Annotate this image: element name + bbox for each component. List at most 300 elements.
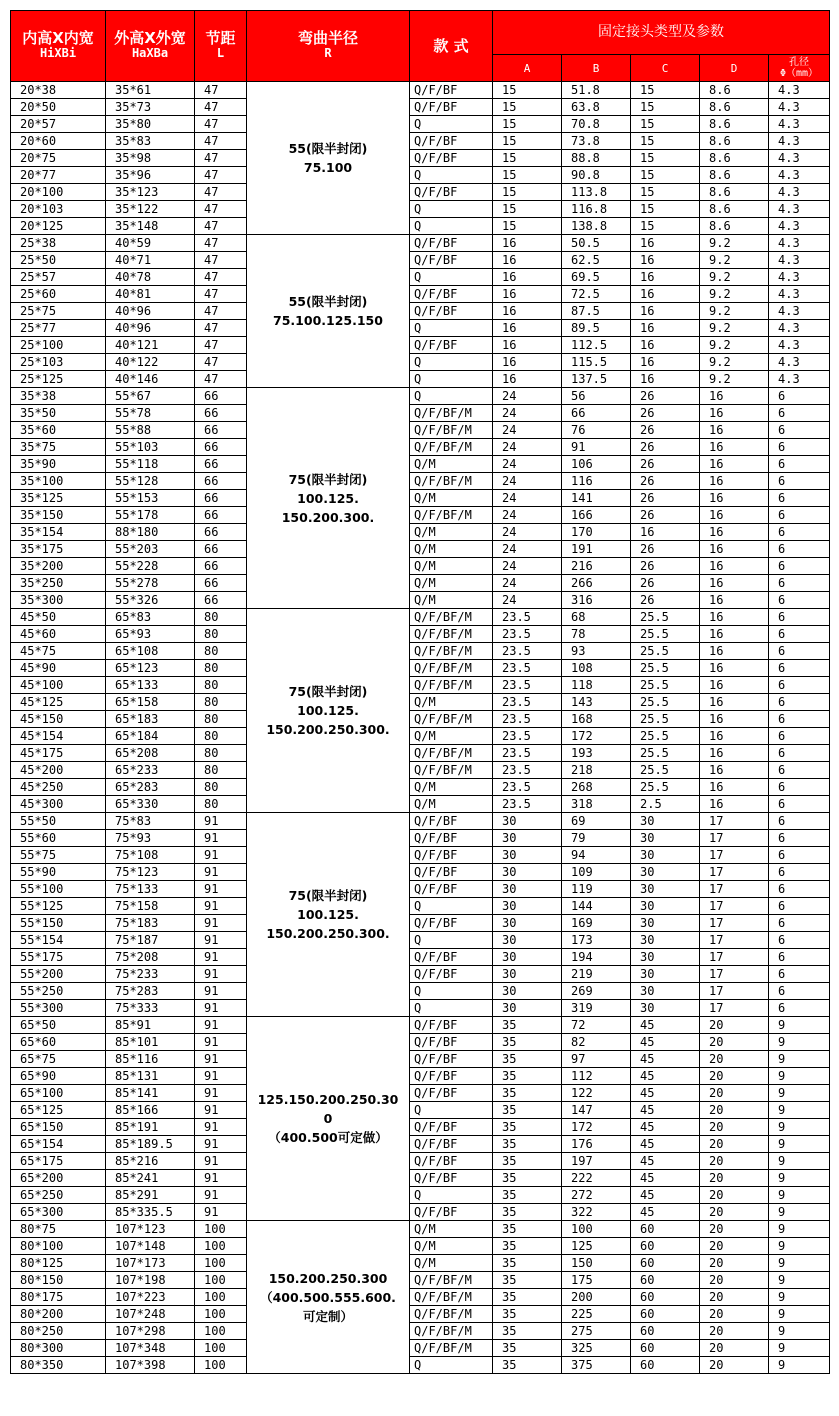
cell-c: 26 <box>631 405 700 422</box>
cell-a: 15 <box>493 150 562 167</box>
cell-hole: 4.3 <box>769 320 830 337</box>
cell-hole: 4.3 <box>769 337 830 354</box>
cell-c: 26 <box>631 592 700 609</box>
cell-pitch: 47 <box>195 354 247 371</box>
cell-inner: 55*150 <box>11 915 106 932</box>
cell-d: 17 <box>700 915 769 932</box>
cell-style: Q/F/BF/M <box>410 1272 493 1289</box>
cell-pitch: 66 <box>195 456 247 473</box>
table-row <box>11 983 830 1000</box>
header-inner-label: 内高X内宽 <box>22 29 94 47</box>
cell-a: 16 <box>493 269 562 286</box>
cell-a: 24 <box>493 558 562 575</box>
cell-d: 16 <box>700 422 769 439</box>
cell-style: Q/M <box>410 524 493 541</box>
cell-style: Q/M <box>410 779 493 796</box>
cell-outer: 55*278 <box>106 575 195 592</box>
cell-pitch: 66 <box>195 490 247 507</box>
cell-a: 23.5 <box>493 609 562 626</box>
cell-hole: 6 <box>769 439 830 456</box>
cell-hole: 6 <box>769 762 830 779</box>
cell-hole: 6 <box>769 541 830 558</box>
cell-b: 141 <box>562 490 631 507</box>
cell-d: 17 <box>700 813 769 830</box>
cell-b: 72 <box>562 1017 631 1034</box>
header-bend-radius <box>247 11 410 82</box>
cell-inner: 80*350 <box>11 1357 106 1374</box>
cell-c: 30 <box>631 949 700 966</box>
cell-hole: 9 <box>769 1340 830 1357</box>
cell-inner: 65*125 <box>11 1102 106 1119</box>
table-row <box>11 592 830 609</box>
cell-b: 168 <box>562 711 631 728</box>
cell-outer: 55*88 <box>106 422 195 439</box>
table-row <box>11 779 830 796</box>
cell-d: 8.6 <box>700 167 769 184</box>
cell-pitch: 47 <box>195 133 247 150</box>
cell-a: 35 <box>493 1034 562 1051</box>
cell-style: Q/F/BF <box>410 949 493 966</box>
header-style-label: 款 式 <box>433 36 469 55</box>
cell-hole: 6 <box>769 677 830 694</box>
cell-outer: 75*333 <box>106 1000 195 1017</box>
table-row <box>11 1136 830 1153</box>
bend-radius-line: 75(限半封闭) <box>288 471 368 487</box>
cell-b: 166 <box>562 507 631 524</box>
table-row <box>11 881 830 898</box>
cell-inner: 55*125 <box>11 898 106 915</box>
cell-c: 30 <box>631 1000 700 1017</box>
cell-c: 26 <box>631 490 700 507</box>
table-row <box>11 252 830 269</box>
cell-hole: 6 <box>769 473 830 490</box>
cell-b: 322 <box>562 1204 631 1221</box>
cell-style: Q/F/BF/M <box>410 507 493 524</box>
cell-hole: 6 <box>769 898 830 915</box>
cell-pitch: 47 <box>195 201 247 218</box>
cell-pitch: 91 <box>195 1170 247 1187</box>
cell-d: 20 <box>700 1170 769 1187</box>
cell-outer: 85*141 <box>106 1085 195 1102</box>
cell-b: 100 <box>562 1221 631 1238</box>
cell-c: 45 <box>631 1068 700 1085</box>
cell-c: 45 <box>631 1017 700 1034</box>
cell-pitch: 66 <box>195 422 247 439</box>
cell-pitch: 91 <box>195 1017 247 1034</box>
cell-hole: 4.3 <box>769 354 830 371</box>
cell-d: 8.6 <box>700 218 769 235</box>
cell-a: 15 <box>493 82 562 99</box>
cell-a: 16 <box>493 371 562 388</box>
cell-hole: 9 <box>769 1306 830 1323</box>
table-row <box>11 949 830 966</box>
cell-d: 8.6 <box>700 184 769 201</box>
cell-style: Q <box>410 388 493 405</box>
cell-a: 15 <box>493 99 562 116</box>
cell-c: 16 <box>631 371 700 388</box>
cell-outer: 40*96 <box>106 303 195 320</box>
cell-c: 2.5 <box>631 796 700 813</box>
table-row <box>11 184 830 201</box>
cell-pitch: 80 <box>195 660 247 677</box>
cell-a: 35 <box>493 1068 562 1085</box>
header-outer-size <box>106 11 195 82</box>
cell-c: 26 <box>631 507 700 524</box>
cell-b: 56 <box>562 388 631 405</box>
cell-outer: 35*73 <box>106 99 195 116</box>
cell-b: 68 <box>562 609 631 626</box>
cell-inner: 55*154 <box>11 932 106 949</box>
cell-hole: 6 <box>769 949 830 966</box>
cell-outer: 35*123 <box>106 184 195 201</box>
cell-inner: 20*60 <box>11 133 106 150</box>
cell-pitch: 100 <box>195 1340 247 1357</box>
cell-b: 90.8 <box>562 167 631 184</box>
cell-pitch: 91 <box>195 830 247 847</box>
cell-b: 112.5 <box>562 337 631 354</box>
cell-c: 25.5 <box>631 779 700 796</box>
cell-c: 15 <box>631 167 700 184</box>
cell-a: 35 <box>493 1238 562 1255</box>
cell-pitch: 66 <box>195 507 247 524</box>
bend-radius-line: 150.200.250.300. <box>266 722 390 737</box>
cell-d: 20 <box>700 1102 769 1119</box>
cell-style: Q/F/BF/M <box>410 439 493 456</box>
cell-a: 30 <box>493 1000 562 1017</box>
table-row <box>11 813 830 830</box>
bend-radius-line: 100.125. <box>297 907 359 922</box>
cell-c: 60 <box>631 1306 700 1323</box>
cell-c: 25.5 <box>631 728 700 745</box>
cell-style: Q/M <box>410 728 493 745</box>
cell-outer: 85*131 <box>106 1068 195 1085</box>
cell-outer: 35*98 <box>106 150 195 167</box>
cell-a: 30 <box>493 864 562 881</box>
cell-b: 225 <box>562 1306 631 1323</box>
cell-pitch: 80 <box>195 626 247 643</box>
cell-inner: 20*75 <box>11 150 106 167</box>
cell-outer: 35*96 <box>106 167 195 184</box>
cell-pitch: 91 <box>195 1119 247 1136</box>
cell-d: 16 <box>700 745 769 762</box>
table-row <box>11 1340 830 1357</box>
cell-d: 17 <box>700 983 769 1000</box>
table-row <box>11 524 830 541</box>
cell-inner: 45*75 <box>11 643 106 660</box>
cell-b: 172 <box>562 1119 631 1136</box>
cell-style: Q/F/BF <box>410 133 493 150</box>
cell-hole: 9 <box>769 1187 830 1204</box>
cell-outer: 40*78 <box>106 269 195 286</box>
spec-table-wrapper <box>10 10 829 1374</box>
cell-inner: 65*90 <box>11 1068 106 1085</box>
table-row <box>11 150 830 167</box>
cell-c: 30 <box>631 932 700 949</box>
cell-b: 63.8 <box>562 99 631 116</box>
cell-b: 218 <box>562 762 631 779</box>
cell-style: Q <box>410 1102 493 1119</box>
cell-a: 30 <box>493 881 562 898</box>
cell-inner: 35*300 <box>11 592 106 609</box>
bend-radius-line: 可定制） <box>302 1308 353 1324</box>
cell-c: 16 <box>631 269 700 286</box>
cell-inner: 55*200 <box>11 966 106 983</box>
table-row <box>11 762 830 779</box>
cell-outer: 75*183 <box>106 915 195 932</box>
cell-style: Q/F/BF <box>410 1068 493 1085</box>
cell-b: 176 <box>562 1136 631 1153</box>
cell-style: Q/M <box>410 694 493 711</box>
cell-d: 16 <box>700 592 769 609</box>
cell-d: 16 <box>700 643 769 660</box>
cell-inner: 55*50 <box>11 813 106 830</box>
header-hole-unit: Φ（mm） <box>779 68 819 79</box>
cell-b: 169 <box>562 915 631 932</box>
cell-inner: 35*38 <box>11 388 106 405</box>
cell-c: 60 <box>631 1323 700 1340</box>
cell-hole: 9 <box>769 1102 830 1119</box>
cell-hole: 4.3 <box>769 269 830 286</box>
cell-b: 62.5 <box>562 252 631 269</box>
cell-a: 24 <box>493 388 562 405</box>
cell-style: Q/F/BF <box>410 1170 493 1187</box>
cell-style: Q/F/BF/M <box>410 643 493 660</box>
cell-outer: 65*133 <box>106 677 195 694</box>
cell-d: 20 <box>700 1289 769 1306</box>
cell-c: 60 <box>631 1289 700 1306</box>
cell-style: Q/F/BF <box>410 99 493 116</box>
cell-d: 16 <box>700 405 769 422</box>
cell-inner: 35*154 <box>11 524 106 541</box>
cell-c: 26 <box>631 439 700 456</box>
cell-b: 325 <box>562 1340 631 1357</box>
cell-a: 35 <box>493 1153 562 1170</box>
cell-hole: 9 <box>769 1255 830 1272</box>
cell-inner: 20*50 <box>11 99 106 116</box>
cell-c: 15 <box>631 201 700 218</box>
bend-radius-line: 0 <box>323 1111 333 1126</box>
cell-style: Q/F/BF/M <box>410 745 493 762</box>
table-header <box>11 11 830 82</box>
cell-c: 30 <box>631 864 700 881</box>
cell-d: 9.2 <box>700 252 769 269</box>
cell-c: 25.5 <box>631 609 700 626</box>
bend-radius-cell <box>247 813 410 1017</box>
cell-b: 115.5 <box>562 354 631 371</box>
cell-inner: 35*100 <box>11 473 106 490</box>
cell-c: 60 <box>631 1238 700 1255</box>
header-hole-label: 孔径 <box>789 57 810 68</box>
cell-d: 20 <box>700 1034 769 1051</box>
cell-d: 16 <box>700 558 769 575</box>
cell-outer: 107*123 <box>106 1221 195 1238</box>
cell-inner: 45*200 <box>11 762 106 779</box>
header-col-a: A <box>493 55 562 82</box>
cell-a: 35 <box>493 1119 562 1136</box>
cell-outer: 55*78 <box>106 405 195 422</box>
bend-radius-line: 100.125. <box>297 703 359 718</box>
table-row <box>11 473 830 490</box>
bend-radius-line: 55(限半封闭) <box>288 294 368 309</box>
cell-b: 50.5 <box>562 235 631 252</box>
cell-style: Q/F/BF/M <box>410 1289 493 1306</box>
cell-d: 16 <box>700 677 769 694</box>
cell-inner: 45*250 <box>11 779 106 796</box>
cell-pitch: 100 <box>195 1272 247 1289</box>
cell-pitch: 91 <box>195 1051 247 1068</box>
cell-d: 20 <box>700 1357 769 1374</box>
cell-c: 60 <box>631 1357 700 1374</box>
cell-c: 15 <box>631 116 700 133</box>
cell-hole: 4.3 <box>769 235 830 252</box>
cell-inner: 35*200 <box>11 558 106 575</box>
cell-a: 30 <box>493 847 562 864</box>
cell-inner: 35*125 <box>11 490 106 507</box>
header-outer-sub: HaXBa <box>131 46 169 60</box>
cell-pitch: 80 <box>195 609 247 626</box>
cell-b: 175 <box>562 1272 631 1289</box>
cell-c: 16 <box>631 286 700 303</box>
cell-outer: 35*83 <box>106 133 195 150</box>
cell-pitch: 100 <box>195 1255 247 1272</box>
cell-pitch: 100 <box>195 1238 247 1255</box>
cell-d: 8.6 <box>700 82 769 99</box>
cell-c: 45 <box>631 1034 700 1051</box>
table-row <box>11 558 830 575</box>
cell-hole: 6 <box>769 643 830 660</box>
cell-d: 8.6 <box>700 150 769 167</box>
cell-a: 30 <box>493 830 562 847</box>
cell-outer: 35*122 <box>106 201 195 218</box>
table-row <box>11 405 830 422</box>
cell-style: Q/F/BF <box>410 1119 493 1136</box>
cell-pitch: 80 <box>195 711 247 728</box>
cell-pitch: 47 <box>195 303 247 320</box>
cell-b: 116 <box>562 473 631 490</box>
cell-style: Q <box>410 1357 493 1374</box>
cell-b: 147 <box>562 1102 631 1119</box>
cell-inner: 25*77 <box>11 320 106 337</box>
cell-inner: 45*150 <box>11 711 106 728</box>
cell-inner: 65*250 <box>11 1187 106 1204</box>
cell-c: 25.5 <box>631 643 700 660</box>
table-row <box>11 1204 830 1221</box>
cell-pitch: 91 <box>195 847 247 864</box>
cell-a: 15 <box>493 184 562 201</box>
cell-hole: 6 <box>769 813 830 830</box>
cell-hole: 6 <box>769 864 830 881</box>
cell-inner: 35*60 <box>11 422 106 439</box>
cell-a: 23.5 <box>493 694 562 711</box>
cell-inner: 65*175 <box>11 1153 106 1170</box>
cell-outer: 88*180 <box>106 524 195 541</box>
cell-inner: 55*100 <box>11 881 106 898</box>
cell-a: 35 <box>493 1272 562 1289</box>
cell-outer: 107*173 <box>106 1255 195 1272</box>
cell-b: 197 <box>562 1153 631 1170</box>
cell-outer: 85*335.5 <box>106 1204 195 1221</box>
table-row <box>11 269 830 286</box>
cell-inner: 35*250 <box>11 575 106 592</box>
table-row <box>11 286 830 303</box>
cell-a: 35 <box>493 1051 562 1068</box>
cell-c: 30 <box>631 915 700 932</box>
cell-b: 78 <box>562 626 631 643</box>
table-row <box>11 1272 830 1289</box>
cell-d: 9.2 <box>700 337 769 354</box>
cell-outer: 85*241 <box>106 1170 195 1187</box>
cell-pitch: 80 <box>195 643 247 660</box>
cell-style: Q/F/BF <box>410 82 493 99</box>
table-row <box>11 932 830 949</box>
cell-inner: 80*175 <box>11 1289 106 1306</box>
table-row <box>11 847 830 864</box>
table-row <box>11 711 830 728</box>
cell-d: 16 <box>700 728 769 745</box>
cell-style: Q <box>410 371 493 388</box>
cell-style: Q/F/BF/M <box>410 1306 493 1323</box>
cell-a: 23.5 <box>493 677 562 694</box>
cell-hole: 6 <box>769 711 830 728</box>
cell-style: Q <box>410 116 493 133</box>
cell-a: 24 <box>493 541 562 558</box>
bend-radius-line: 150.200.300. <box>281 509 375 525</box>
cell-outer: 75*83 <box>106 813 195 830</box>
cell-pitch: 91 <box>195 1187 247 1204</box>
cell-outer: 75*187 <box>106 932 195 949</box>
cell-b: 125 <box>562 1238 631 1255</box>
cell-b: 318 <box>562 796 631 813</box>
cell-pitch: 47 <box>195 167 247 184</box>
cell-d: 16 <box>700 796 769 813</box>
cell-outer: 65*108 <box>106 643 195 660</box>
table-row <box>11 320 830 337</box>
cell-style: Q <box>410 201 493 218</box>
cell-b: 200 <box>562 1289 631 1306</box>
cell-pitch: 66 <box>195 524 247 541</box>
table-row <box>11 1034 830 1051</box>
cell-pitch: 80 <box>195 779 247 796</box>
cell-b: 97 <box>562 1051 631 1068</box>
cell-outer: 55*118 <box>106 456 195 473</box>
table-row <box>11 99 830 116</box>
cell-a: 24 <box>493 456 562 473</box>
header-outer-label: 外高X外宽 <box>114 29 186 47</box>
cell-d: 17 <box>700 932 769 949</box>
cell-style: Q/F/BF/M <box>410 626 493 643</box>
cell-style: Q/F/BF/M <box>410 609 493 626</box>
cell-b: 93 <box>562 643 631 660</box>
cell-d: 9.2 <box>700 354 769 371</box>
cell-c: 60 <box>631 1221 700 1238</box>
cell-outer: 35*80 <box>106 116 195 133</box>
cell-style: Q <box>410 167 493 184</box>
cell-c: 25.5 <box>631 711 700 728</box>
cell-a: 24 <box>493 507 562 524</box>
cell-hole: 6 <box>769 490 830 507</box>
cell-c: 26 <box>631 541 700 558</box>
cell-inner: 45*300 <box>11 796 106 813</box>
cell-pitch: 47 <box>195 269 247 286</box>
cell-style: Q/F/BF <box>410 303 493 320</box>
cell-b: 222 <box>562 1170 631 1187</box>
table-row <box>11 354 830 371</box>
cell-b: 269 <box>562 983 631 1000</box>
cell-c: 30 <box>631 898 700 915</box>
cell-style: Q/F/BF <box>410 1153 493 1170</box>
cell-style: Q/M <box>410 796 493 813</box>
cell-outer: 65*83 <box>106 609 195 626</box>
